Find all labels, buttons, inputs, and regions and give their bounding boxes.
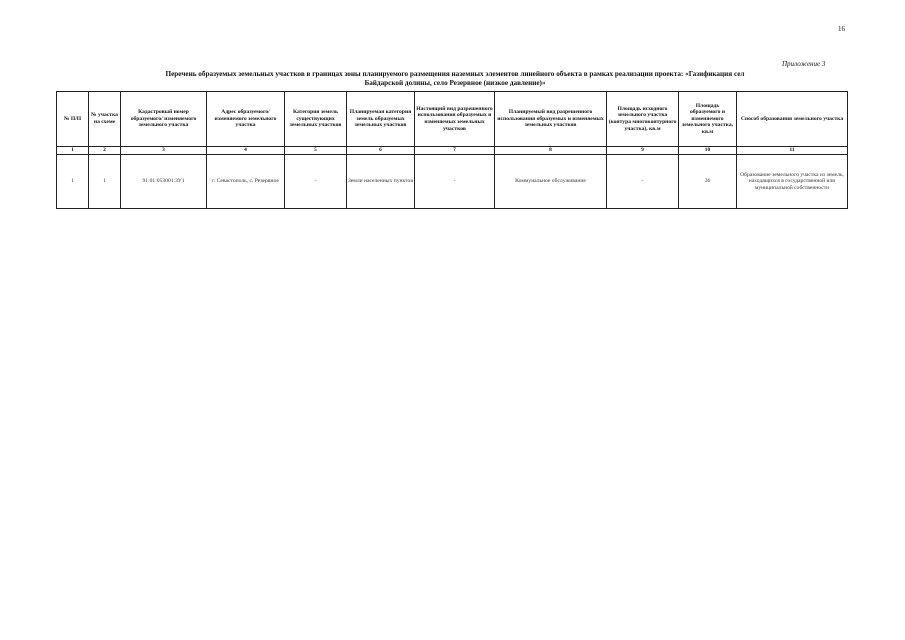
header-cell: Планируемый вид разрешенного использования образуемых и изменяемых земельных участков xyxy=(495,92,607,147)
column-number: 8 xyxy=(495,147,607,155)
header-cell: Способ образования земельного участка xyxy=(737,92,848,147)
column-number: 4 xyxy=(207,147,285,155)
column-number: 10 xyxy=(679,147,737,155)
column-number-row xyxy=(57,147,848,155)
table-header-row xyxy=(57,92,848,147)
column-number: 2 xyxy=(89,147,121,155)
column-number: 3 xyxy=(121,147,207,155)
table-cell: Земли населенных пунктов xyxy=(347,155,415,209)
table-cell: г. Севастополь, с. Резервное xyxy=(207,155,285,209)
header-cell: Площадь образуемого и изменяемого земельного участка, кв.м xyxy=(679,92,737,147)
document-title xyxy=(60,70,850,88)
page-number: 16 xyxy=(838,25,845,33)
header-cell: № П/П xyxy=(57,92,89,147)
column-number: 5 xyxy=(285,147,347,155)
table-cell: 36 xyxy=(679,155,737,209)
header-cell: Адрес образуемого/ изменяемого земельного участка xyxy=(207,92,285,147)
header-cell: Планируемая категория земель образуемых земельных участков xyxy=(347,92,415,147)
table-cell: 1 xyxy=(57,155,89,209)
table-cell: - xyxy=(415,155,495,209)
column-number: 11 xyxy=(737,147,848,155)
table-cell: Коммунальное обслуживание xyxy=(495,155,607,209)
column-number: 9 xyxy=(607,147,679,155)
table-cell: - xyxy=(285,155,347,209)
table-cell: 91:01:053001:ЗУ1 xyxy=(121,155,207,209)
header-cell: Кадастровый номер образуемого/ изменяемого земельного участка xyxy=(121,92,207,147)
header-cell: № участка на схеме xyxy=(89,92,121,147)
column-number: 6 xyxy=(347,147,415,155)
appendix-label: Приложение 3 xyxy=(782,60,826,68)
title-line-2: Байдарской долины, село Резервное (низкое давление)» xyxy=(364,79,546,87)
table-cell: - xyxy=(607,155,679,209)
table-cell: Образование земельного участка из земель, находящихся в государственной или муниципальной собственности xyxy=(737,155,848,209)
column-number: 7 xyxy=(415,147,495,155)
table-row xyxy=(57,155,848,209)
table-cell: 1 xyxy=(89,155,121,209)
column-number: 1 xyxy=(57,147,89,155)
header-cell: Площадь исходного земельного участка (контура многоконтурного участка), кв.м xyxy=(607,92,679,147)
header-cell: Категория земель существующих земельных участков xyxy=(285,92,347,147)
title-line-1: Перечень образуемых земельных участков в границах зоны планируемого размещения наземных элементов линейного объекта в рамках реализации проекта: «Газификация сел xyxy=(165,70,745,78)
land-plots-table xyxy=(56,91,848,209)
header-cell: Настоящий вид разрешенного использования образуемых и изменяемых земельных участков xyxy=(415,92,495,147)
